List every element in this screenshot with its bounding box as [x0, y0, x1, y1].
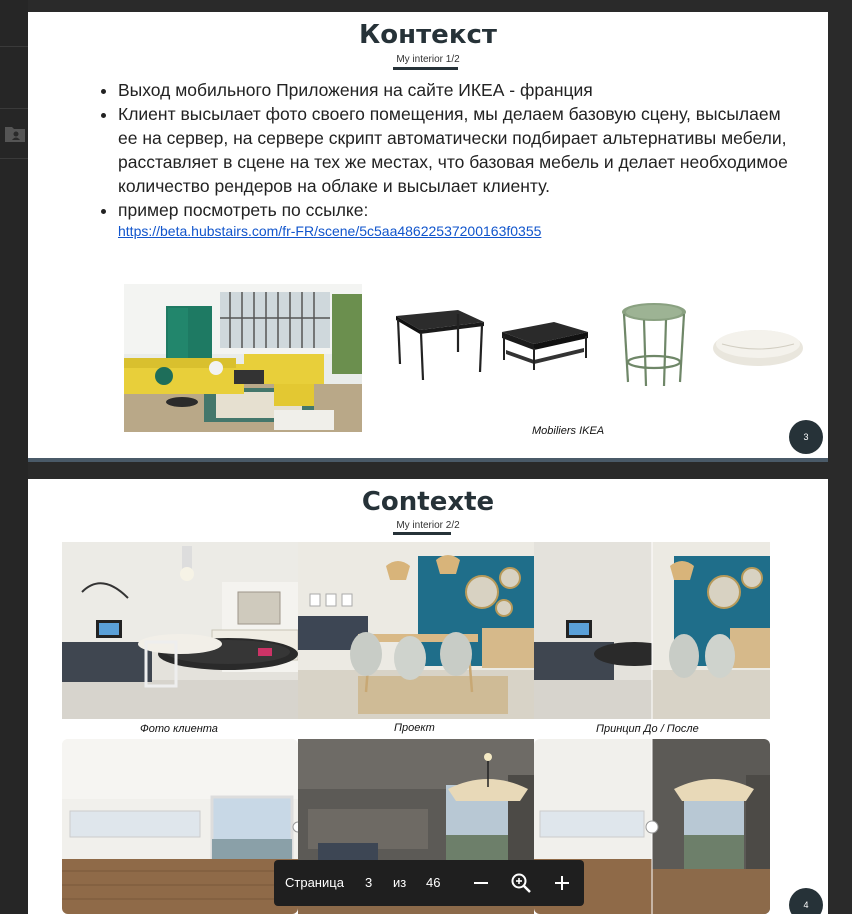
- coffee-table-photo: [498, 318, 590, 374]
- slide-title: Contexte: [361, 487, 495, 517]
- bullet-list: [96, 78, 798, 240]
- title-underline: [393, 67, 458, 70]
- cushion-photo: [710, 322, 806, 370]
- zoom-out-icon[interactable]: [467, 869, 495, 897]
- page-number-badge: 3: [789, 420, 823, 454]
- bullet-item: • Выход мобильного Приложения на сайте ИКЕА - франция: [118, 78, 798, 102]
- example-link[interactable]: https://beta.hubstairs.com/fr-FR/scene/5c5aa48622537200163f0355: [118, 223, 542, 239]
- folder-person-icon[interactable]: [4, 124, 26, 144]
- current-page-input[interactable]: 3: [365, 875, 373, 890]
- client-photo: [62, 542, 298, 719]
- divider: [0, 158, 28, 159]
- caption-before-after: Принцип До / После: [596, 723, 699, 735]
- living-room-photo: [124, 284, 362, 432]
- right-scroll-area[interactable]: [828, 0, 852, 914]
- divider: [0, 108, 28, 109]
- side-table-photo: [616, 300, 692, 388]
- bullet-item: • Клиент высылает фото своего помещения, мы делаем базовую сцену, высылаем ее на сервер, на сервере скрипт автоматически подбирает альтернативы мебели, расставляет в сцене на тех же местах, что базовая мебель и делает необходимое количество рендеров на облаке и высылает клиенту.: [118, 102, 798, 198]
- bullet-text: пример посмотреть по ссылке:: [118, 200, 369, 220]
- page-number-badge: 4: [789, 888, 823, 914]
- left-panel: [0, 0, 28, 914]
- of-label: из: [393, 875, 407, 890]
- total-pages: 46: [426, 875, 441, 890]
- slide-4: [28, 479, 828, 914]
- slide-subtitle: My interior 2/2: [396, 520, 460, 531]
- zoom-icon[interactable]: [507, 869, 535, 897]
- divider: [0, 46, 28, 47]
- bullet-item: [118, 198, 798, 240]
- page-label: Страница: [285, 875, 344, 890]
- slide-title: Контекст: [359, 20, 497, 50]
- empty-room-photo: [62, 739, 298, 914]
- before-after-photo: [534, 542, 770, 719]
- title-underline: [393, 532, 451, 535]
- table-photo: [390, 302, 490, 386]
- page-toolbar: [274, 860, 584, 906]
- project-render: [298, 542, 534, 719]
- zoom-in-icon[interactable]: [548, 869, 576, 897]
- caption-project: Проект: [394, 722, 435, 734]
- slide-3: [28, 12, 828, 462]
- caption-client-photo: Фото клиента: [140, 723, 218, 735]
- slide-subtitle: My interior 1/2: [396, 54, 460, 65]
- furniture-caption: Mobiliers IKEA: [532, 425, 605, 437]
